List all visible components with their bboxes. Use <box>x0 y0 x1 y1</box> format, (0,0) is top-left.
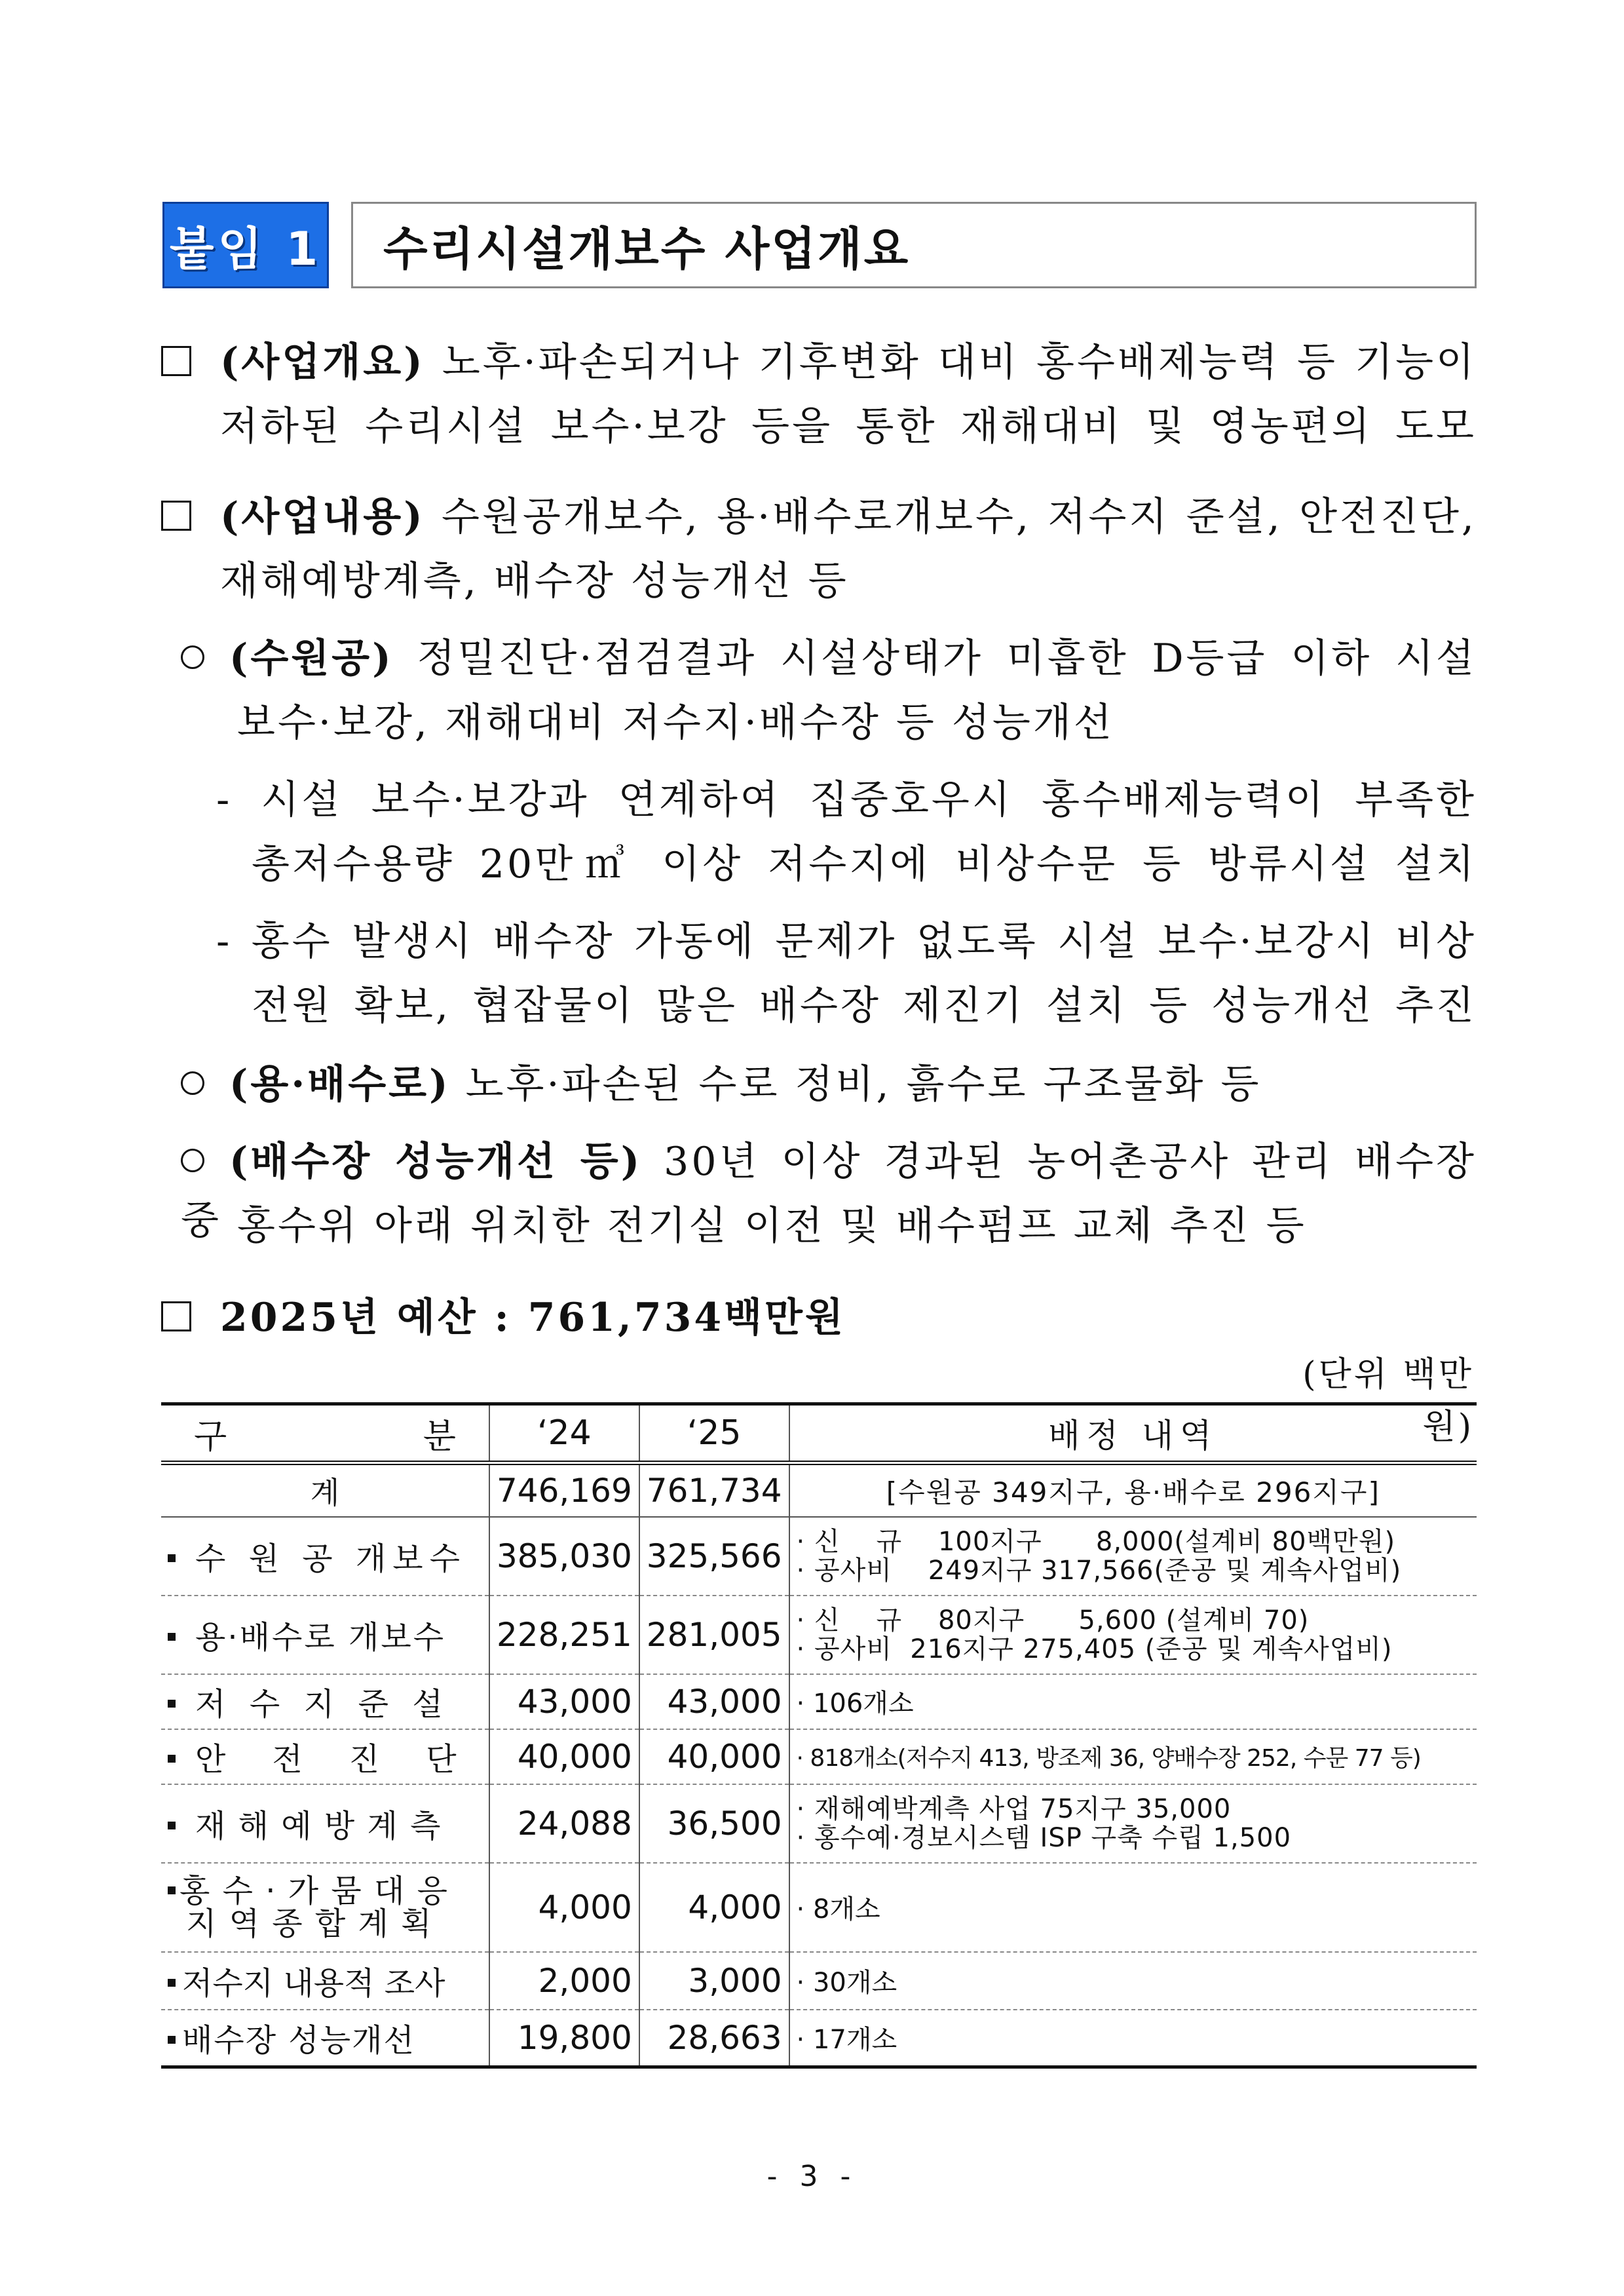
line-content <box>161 488 1477 546</box>
table-row <box>161 2010 1477 2067</box>
channel-heading: (용·배수로) <box>229 1062 451 1107</box>
header-category <box>161 1404 489 1463</box>
row-label: 재 해 예 방 계 측 <box>195 1808 442 1845</box>
row-2025: 36,500 <box>639 1784 789 1863</box>
checkbox-icon <box>161 346 191 376</box>
row-2025: 28,663 <box>639 2010 789 2067</box>
line-pump-cont: 홍수위 아래 위치한 전기실 이전 및 배수펌프 교체 추진 등 <box>237 1203 1307 1249</box>
budget-table <box>161 1402 1477 2069</box>
row-label: 배수장 성능개선 <box>182 2022 415 2059</box>
table-row <box>161 1517 1477 1596</box>
row-2024: 2,000 <box>489 1952 639 2010</box>
row-2025: 325,566 <box>639 1517 789 1596</box>
row-label: 수 원 공 개보수 <box>195 1540 466 1577</box>
attachment-badge-label: 붙임 1 <box>169 221 322 276</box>
attachment-badge <box>162 202 329 288</box>
row-2025: 3,000 <box>639 1952 789 2010</box>
table-row <box>161 1863 1477 1952</box>
row-detail-1: · 17개소 <box>789 2010 1477 2067</box>
row-detail-1: · 30개소 <box>789 1952 1477 2010</box>
row-2024: 24,088 <box>489 1784 639 1863</box>
pump-text: 30년 이상 경과된 농어촌공사 관리 배수장 중 <box>181 1139 1477 1244</box>
table-row <box>161 1952 1477 2010</box>
overview-heading: (사업개요) <box>220 339 425 385</box>
table-row-total <box>161 1463 1477 1517</box>
content-heading: (사업내용) <box>220 494 425 540</box>
budget-value: : 761,734백만원 <box>478 1295 846 1341</box>
pump-heading: (배수장 성능개선 등) <box>229 1139 643 1185</box>
row-detail-1: · 8개소 <box>789 1863 1477 1952</box>
square-bullet-icon <box>168 1633 176 1641</box>
line-budget <box>161 1288 846 1347</box>
row-label-2: 지 역 종 합 계 획 <box>186 1905 433 1942</box>
row-detail-1: · 818개소(저수지 413, 방조제 36, 양배수장 252, 수문 77 등) <box>789 1729 1477 1784</box>
checkbox-icon <box>161 501 191 531</box>
row-detail-2: · 공사비 249지구 317,566(준공 및 계속사업비) <box>796 1555 1402 1586</box>
row-label: 안 전 진 단 <box>195 1741 458 1778</box>
circle-bullet-icon <box>181 1149 204 1172</box>
square-bullet-icon <box>168 2036 176 2044</box>
line-dash-2-cont: 전원 확보, 협잡물이 많은 배수장 제진기 설치 등 성능개선 추진 <box>252 983 1477 1029</box>
header-2025: ‘25 <box>639 1404 789 1463</box>
row-label: 용·배수로 개보수 <box>195 1619 446 1656</box>
row-2025: 40,000 <box>639 1729 789 1784</box>
row-2024: 228,251 <box>489 1596 639 1674</box>
square-bullet-icon <box>168 1700 176 1708</box>
row-detail-1: · 106개소 <box>789 1674 1477 1729</box>
circle-bullet-icon <box>181 1071 204 1095</box>
table-row <box>161 1674 1477 1729</box>
row-2025: 281,005 <box>639 1596 789 1674</box>
line-water-source <box>181 629 1477 688</box>
row-detail-1: · 신 규 100지구 8,000(설계비 80백만원) <box>796 1526 1396 1557</box>
row-detail-2: · 공사비 216지구 275,405 (준공 및 계속사업비) <box>796 1634 1393 1664</box>
table-row <box>161 1596 1477 1674</box>
table-row <box>161 1784 1477 1863</box>
total-2024: 746,169 <box>489 1463 639 1517</box>
table-header-row <box>161 1404 1477 1463</box>
row-2024: 43,000 <box>489 1674 639 1729</box>
line-dash-1-cont: 총저수용량 20만㎥ 이상 저수지에 비상수문 등 방류시설 설치 <box>252 841 1477 887</box>
square-bullet-icon <box>168 1886 176 1894</box>
page-title: 수리시설개보수 사업개요 <box>383 221 911 276</box>
square-bullet-icon <box>168 1554 176 1562</box>
circle-bullet-icon <box>181 645 204 669</box>
row-label: 저수지 내용적 조사 <box>182 1965 445 2002</box>
total-detail: [수원공 349지구, 용·배수로 296지구] <box>789 1463 1477 1517</box>
budget-heading: 2025년 예산 <box>220 1295 478 1341</box>
line-overview-cont: 저하된 수리시설 보수·보강 등을 통한 재해대비 및 영농편의 도모 <box>220 404 1477 450</box>
line-water-source-cont: 보수·보강, 재해대비 저수지·배수장 등 성능개선 <box>237 700 1114 746</box>
row-detail-1: · 신 규 80지구 5,600 (설계비 70) <box>796 1605 1310 1636</box>
line-overview <box>161 333 1477 392</box>
row-2025: 43,000 <box>639 1674 789 1729</box>
total-label: 계 <box>161 1463 489 1517</box>
row-2024: 40,000 <box>489 1729 639 1784</box>
total-2025: 761,734 <box>639 1463 789 1517</box>
row-2025: 4,000 <box>639 1863 789 1952</box>
header-category-a: 구 <box>194 1417 227 1457</box>
header-detail: 배정 내역 <box>789 1404 1477 1463</box>
square-bullet-icon <box>168 1755 176 1763</box>
unit-label: (단위 백만원) <box>1302 1355 1474 1447</box>
line-content-cont: 재해예방계측, 배수장 성능개선 등 <box>220 558 849 604</box>
line-dash-1: - 시설 보수·보강과 연계하여 집중호우시 홍수배제능력이 부족한 <box>216 777 1477 823</box>
overview-text: 노후·파손되거나 기후변화 대비 홍수배제능력 등 기능이 <box>425 339 1477 385</box>
row-detail-2: · 홍수예·경보시스템 ISP 구축 수립 1,500 <box>796 1822 1292 1853</box>
channel-text: 노후·파손된 수로 정비, 흙수로 구조물화 등 <box>450 1062 1262 1107</box>
line-dash-2: - 홍수 발생시 배수장 가동에 문제가 없도록 시설 보수·보강시 비상 <box>216 919 1477 965</box>
checkbox-icon <box>161 1301 191 1331</box>
water-source-heading: (수원공) <box>229 636 394 681</box>
row-2024: 19,800 <box>489 2010 639 2067</box>
header-2024: ‘24 <box>489 1404 639 1463</box>
row-detail-1: · 재해예박계측 사업 75지구 35,000 <box>796 1793 1232 1824</box>
row-2024: 4,000 <box>489 1863 639 1952</box>
page-title-box <box>351 202 1477 288</box>
line-channel <box>181 1055 1261 1114</box>
header-category-b: 분 <box>423 1417 456 1457</box>
table-row <box>161 1729 1477 1784</box>
water-source-text: 정밀진단·점검결과 시설상태가 미흡한 D등급 이하 시설 <box>393 636 1477 681</box>
content-text: 수원공개보수, 용·배수로개보수, 저수지 준설, 안전진단, <box>425 494 1477 540</box>
row-label: 저 수 지 준 설 <box>195 1686 444 1723</box>
page-number: - 3 - <box>766 2160 858 2193</box>
square-bullet-icon <box>168 1822 176 1829</box>
row-2024: 385,030 <box>489 1517 639 1596</box>
square-bullet-icon <box>168 1979 176 1987</box>
row-label: 홍 수 · 가 뭄 대 응 <box>179 1872 449 1909</box>
